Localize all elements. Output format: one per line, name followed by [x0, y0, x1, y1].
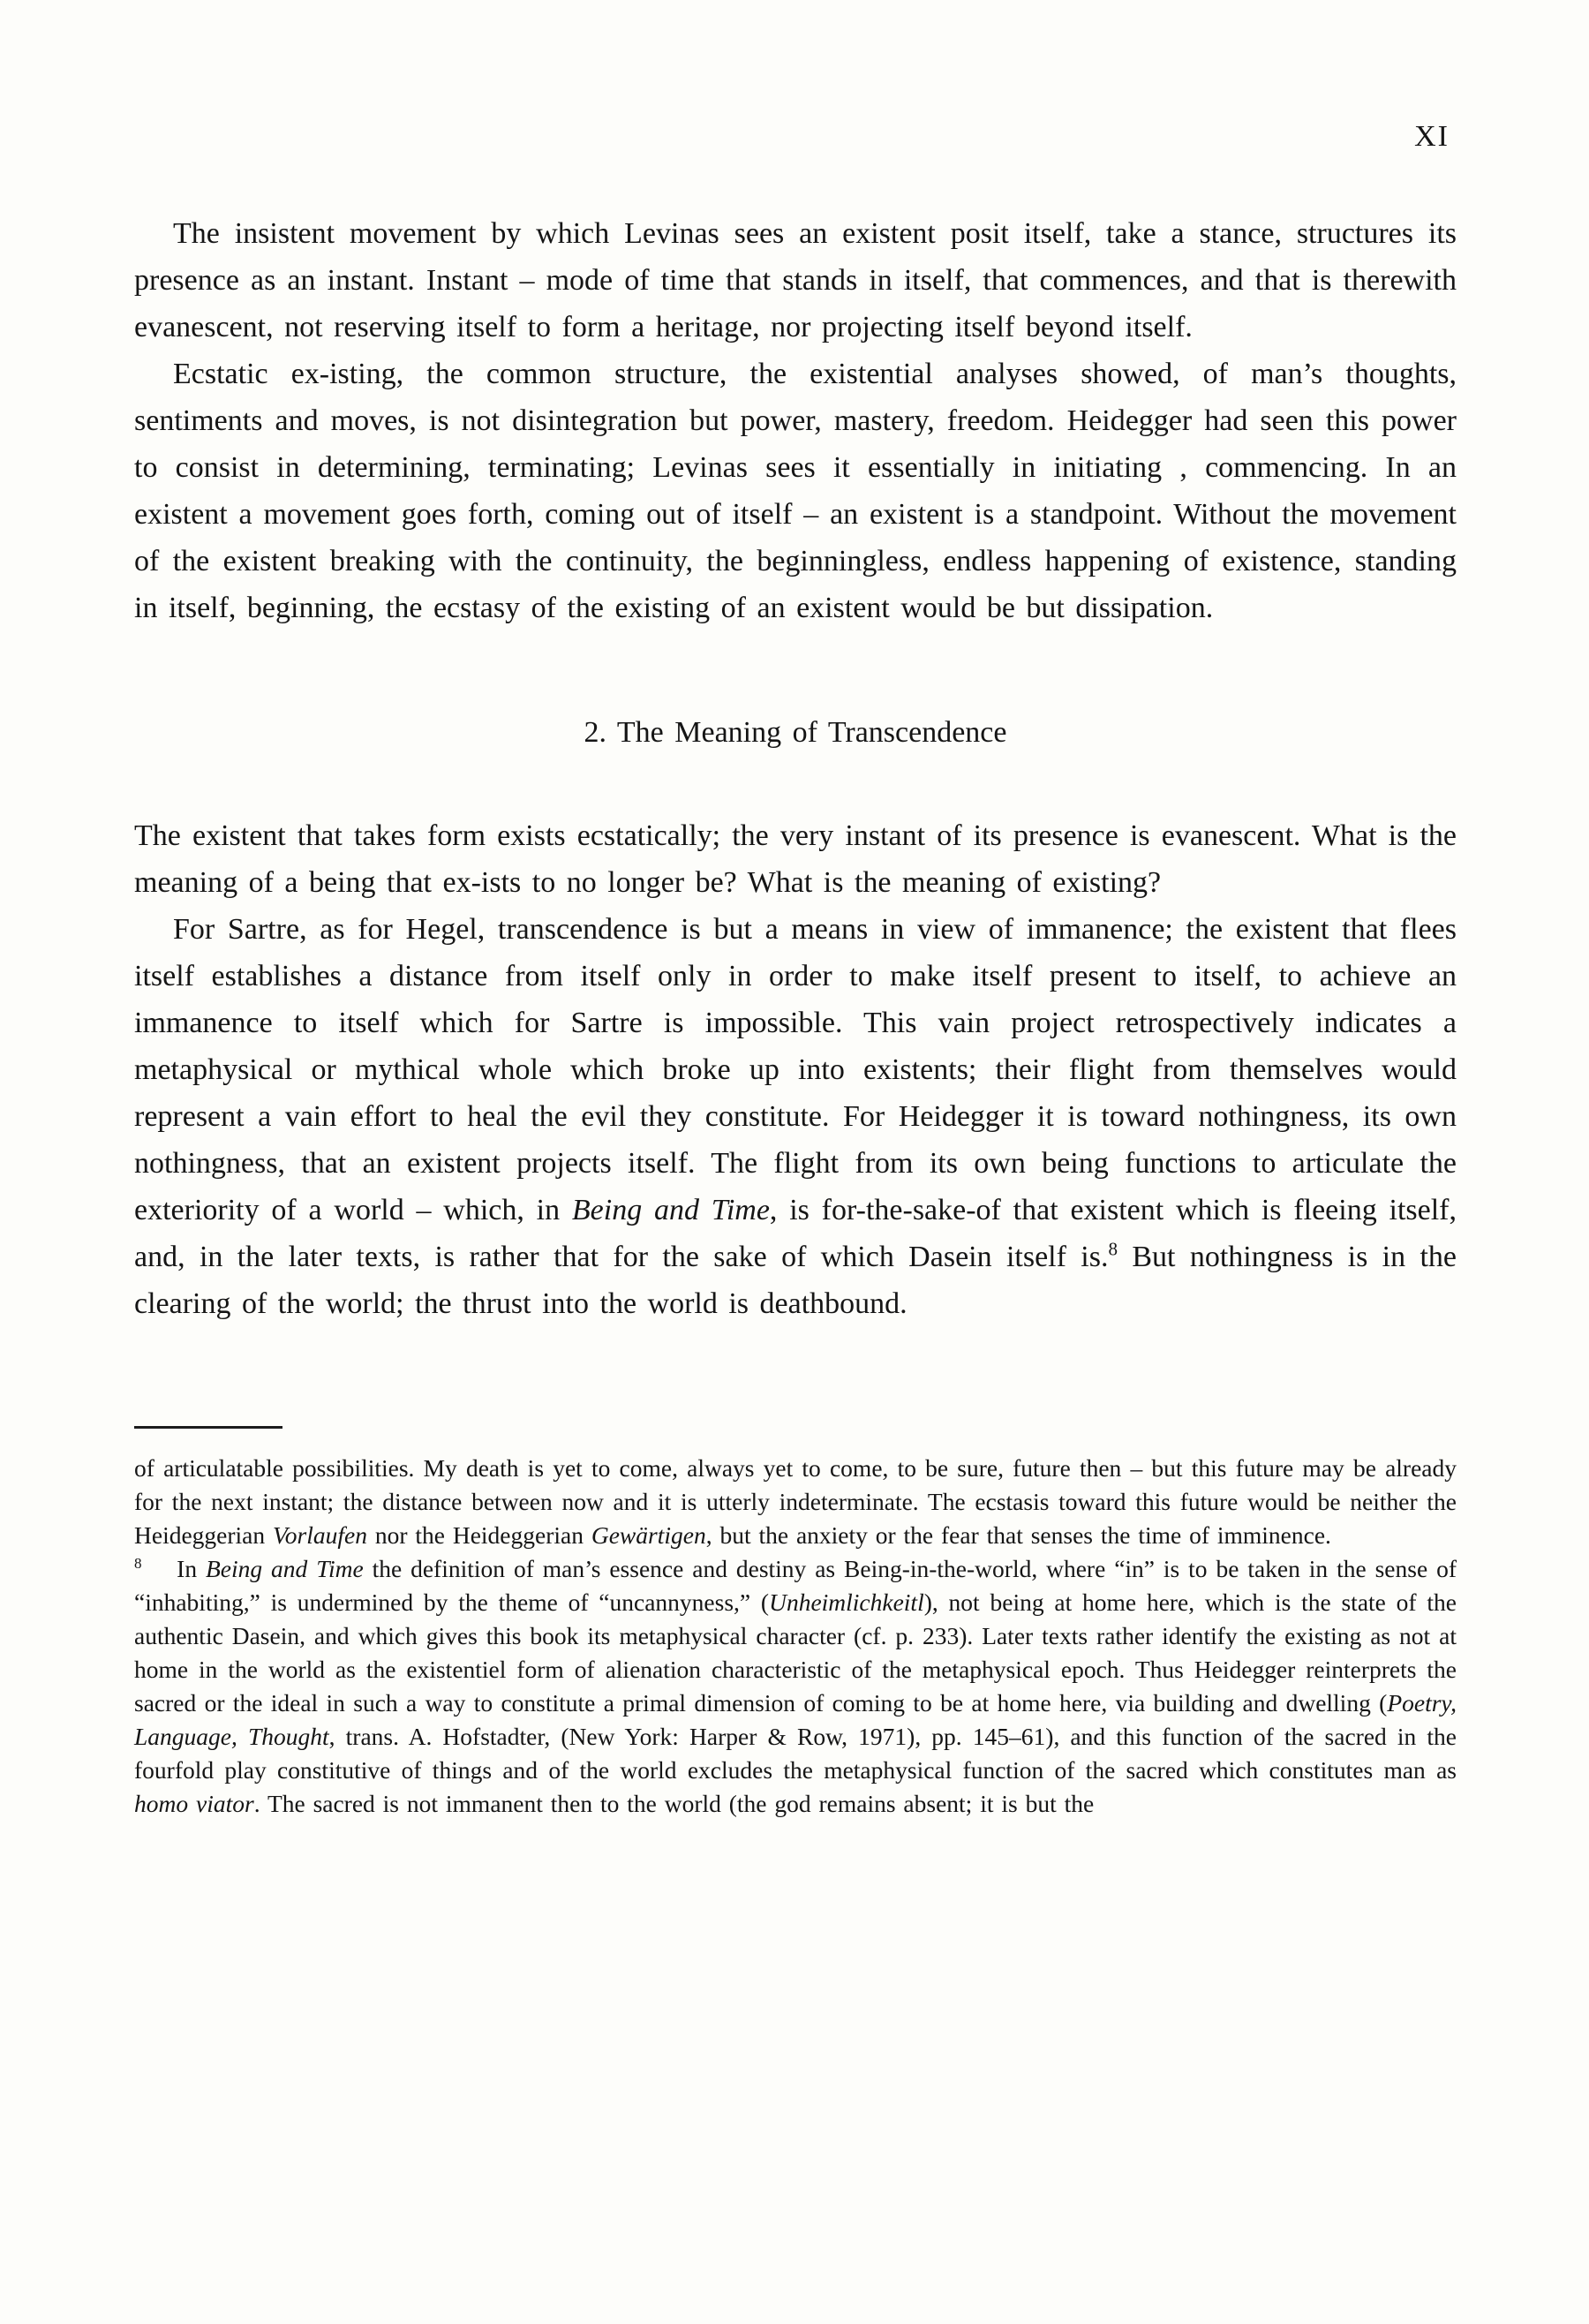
paragraph-insistent-movement: The insistent movement by which Levinas sees an existent posit itself, take a stance, structures its presence as an instant. Instant – mode of time that stands in itself, that commences, and that is therewith evanescent, not reserving itself to form a heritage, nor projecting itself beyond itself.	[134, 217, 1457, 343]
paragraph-existent-takes-form: The existent that takes form exists ecstatically; the very instant of its presence is evanescent. What is the meaning of a being that ex-ists to no longer be? What is the meaning of existing?	[134, 819, 1457, 899]
footnotes-block	[134, 1452, 1457, 1821]
footnote-divider	[134, 1426, 282, 1429]
main-text	[134, 210, 1457, 1327]
section-heading: 2. The Meaning of Transcendence	[584, 716, 1007, 749]
footnote-continuation: of articulatable possibilities. My death is yet to come, always yet to come, to be sure, future then – but this future may be already for the next instant; the distance between now and it is utterly indeterminate. The ecstasis toward this future would be neither the Heideggerian Vorlaufen nor the Heideggerian Gewärtigen, but the anxiety or the fear that senses the time of imminence.	[134, 1454, 1457, 1549]
footnote-8: $^8$ In Being and Time the definition of man’s essence and destiny as Being-in-the-world, where “in” is to be taken in the sense of “inhabiting,” is undermined by the theme of “uncannyness,” (Unheimlichkeitl), not being at home here, which is the state of the authentic Dasein, and which gives this book its metaphysical character (cf. p. 233). Later texts rather identify the existing as not at home in the world as the existentiel form of alienation characteristic of the metaphysical epoch. Thus Heidegger reinterprets the sacred or the ideal in such a way to constitute a primal dimension of coming to be at home here, via building and dwelling (Poetry, Language, Thought, trans. A. Hofstadter, (New York: Harper & Row, 1971), pp. 145–61), and this function of the sacred in the fourfold play constitutive of things and of the world excludes the metaphysical function of the sacred which constitutes man as homo viator. The sacred is not immanent then to the world (the god remains absent; it is but the	[134, 1554, 1457, 1817]
page-number: XI	[1414, 120, 1450, 153]
paragraph-ecstatic-existing: Ecstatic ex-isting, the common structure, the existential analyses showed, of man’s thoughts, sentiments and moves, is not disintegration but power, mastery, freedom. Heidegger had seen this power to consist in determining, terminating; Levinas sees it essentially in initiating , commencing. In an existent a movement goes forth, coming out of itself – an existent is a standpoint. Without the movement of the existent breaking with the continuity, the beginningless, endless happening of existence, standing in itself, beginning, the ecstasy of the existing of an existent would be but dissipation.	[134, 358, 1457, 624]
paragraph-sartre-hegel: For Sartre, as for Hegel, transcendence is but a means in view of immanence; the existent that flees itself establishes a distance from itself only in order to make itself present to itself, to achieve an immanence to itself which for Sartre is impossible. This vain project retrospectively indicates a metaphysical or mythical whole which broke up into existents; their flight from themselves would represent a vain effort to heal the evil they constitute. For Heidegger it is toward nothingness, its own nothingness, that an existent projects itself. The flight from its own being functions to articulate the exteriority of a world – which, in Being and Time, is for-the-sake-of that existent which is fleeing itself, and, in the later texts, is rather that for the sake of which Dasein itself is.$^8$ But nothingness is in the clearing of the world; the thrust into the world is deathbound.	[134, 913, 1457, 1320]
